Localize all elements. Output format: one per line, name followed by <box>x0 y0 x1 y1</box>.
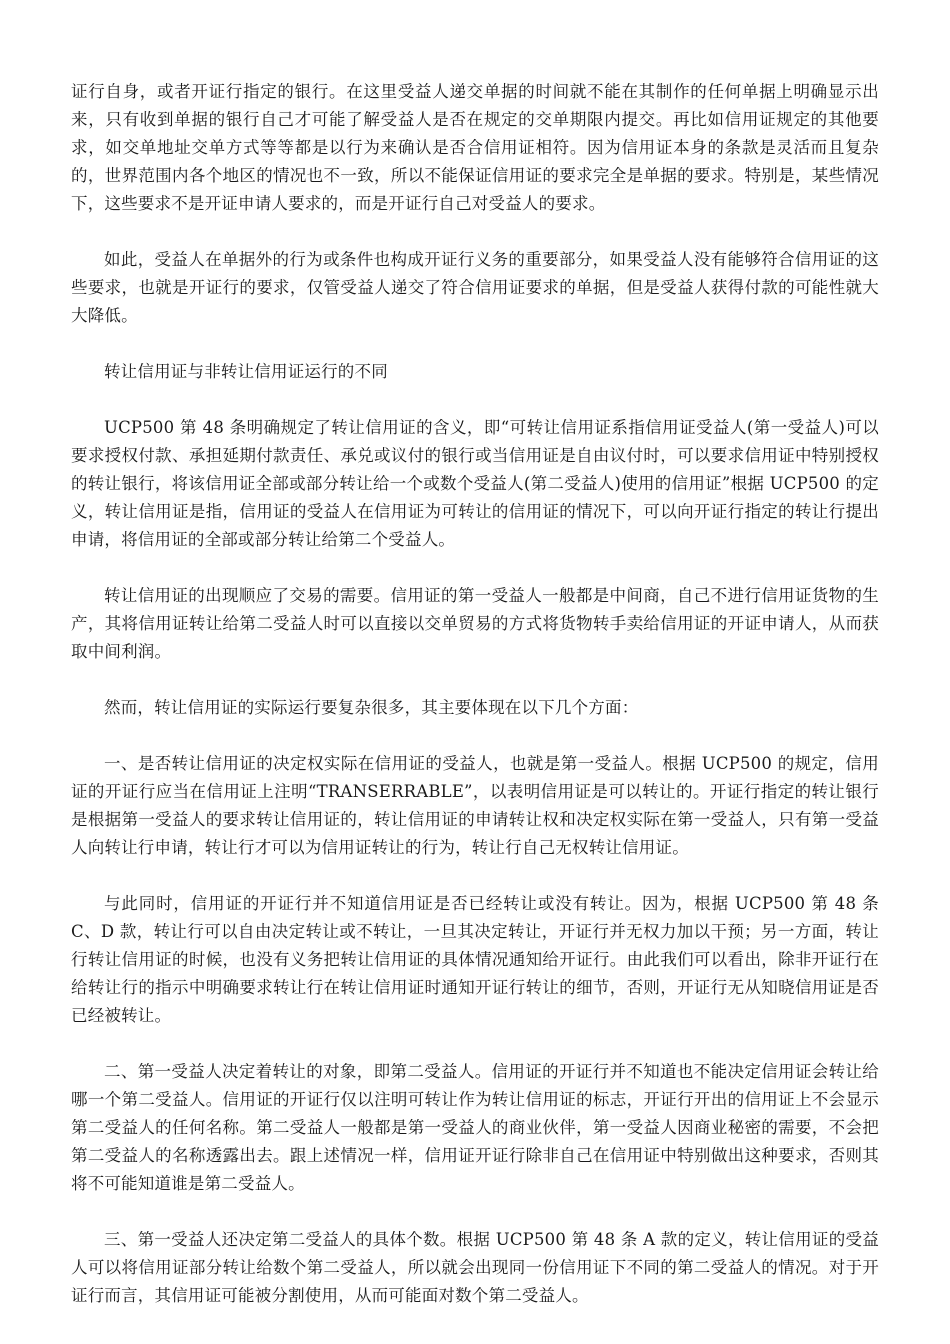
paragraph-transfer-purpose: 转让信用证的出现顺应了交易的需要。信用证的第一受益人一般都是中间商，自己不进行信用证货物的生产，其将信用证转让给第二受益人时可以直接以交单贸易的方式将货物转手卖给信用证的开证申请人，从而获取中间利润。 <box>71 586 879 661</box>
document-page <box>71 78 879 1338</box>
paragraph-beneficiary-conditions: 如此，受益人在单据外的行为或条件也构成开证行义务的重要部分，如果受益人没有能够符合信用证的这些要求，也就是开证行的要求，仅管受益人递交了符合信用证要求的单据，但是受益人获得付款的可能性就大大降低。 <box>71 250 879 325</box>
paragraph-continuation: 证行自身，或者开证行指定的银行。在这里受益人递交单据的时间就不能在其制作的任何单据上明确显示出来，只有收到单据的银行自己才可能了解受益人是否在规定的交单期限内提交。再比如信用证规定的其他要求，如交单地址交单方式等等都是以行为来确认是否合信用证相符。因为信用证本身的条款是灵活而且复杂的，世界范围内各个地区的情况也不一致，所以不能保证信用证的要求完全是单据的要求。特别是，某些情况下，这些要求不是开证申请人要求的，而是开证行自己对受益人的要求。 <box>71 82 879 213</box>
paragraph-ucp500-definition: UCP500 第 48 条明确规定了转让信用证的含义，即“可转让信用证系指信用证受益人(第一受益人)可以要求授权付款、承担延期付款责任、承兑或议付的银行或当信用证是自由议付时，可以要求信用证中特别授权的转让银行，将该信用证全部或部分转让给一个或数个受益人(第二受益人)使用的信用证”根据 UCP500 的定义，转让信用证是指，信用证的受益人在信用证为可转让的信用证的情况下，可以向开证行指定的转让行提出申请，将信用证的全部或部分转让给第二个受益人。 <box>71 418 879 549</box>
paragraph-point-three: 三、第一受益人还决定第二受益人的具体个数。根据 UCP500 第 48 条 A 款的定义，转让信用证的受益人可以将信用证部分转让给数个第二受益人，所以就会出现同一份信用证下不同的第二受益人的情况。对于开证行而言，其信用证可能被分割使用，从而可能面对数个第二受益人。 <box>71 1230 879 1305</box>
paragraph-complexity-intro: 然而，转让信用证的实际运行要复杂很多，其主要体现在以下几个方面： <box>104 698 639 717</box>
paragraph-issuing-bank-unaware: 与此同时，信用证的开证行并不知道信用证是否已经转让或没有转让。因为，根据 UCP500 第 48 条 C、D 款，转让行可以自由决定转让或不转让，一旦其决定转让，开证行并无权力加以干预；另一方面，转让行转让信用证的时候，也没有义务把转让信用证的具体情况通知给开证行。由此我们可以看出，除非开证行在给转让行的指示中明确要求转让行在转让信用证时通知开证行转让的细节，否则，开证行无从知晓信用证是否已经被转让。 <box>71 894 879 1025</box>
paragraph-point-one: 一、是否转让信用证的决定权实际在信用证的受益人，也就是第一受益人。根据 UCP500 的规定，信用证的开证行应当在信用证上注明“TRANSERRABLE”，以表明信用证是可以转让的。开证行指定的转让银行是根据第一受益人的要求转让信用证的，转让信用证的申请转让权和决定权实际在第一受益人，只有第一受益人向转让行申请，转让行才可以为信用证转让的行为，转让行自己无权转让信用证。 <box>71 754 879 857</box>
paragraph-point-two: 二、第一受益人决定着转让的对象，即第二受益人。信用证的开证行并不知道也不能决定信用证会转让给哪一个第二受益人。信用证的开证行仅以注明可转让作为转让信用证的标志，开证行开出的信用证上不会显示第二受益人的任何名称。第二受益人一般都是第一受益人的商业伙伴，第一受益人因商业秘密的需要，不会把第二受益人的名称透露出去。跟上述情况一样，信用证开证行除非自己在信用证中特别做出这种要求，否则其将不可能知道谁是第二受益人。 <box>71 1062 879 1193</box>
section-heading: 转让信用证与非转让信用证运行的不同 <box>104 362 388 381</box>
